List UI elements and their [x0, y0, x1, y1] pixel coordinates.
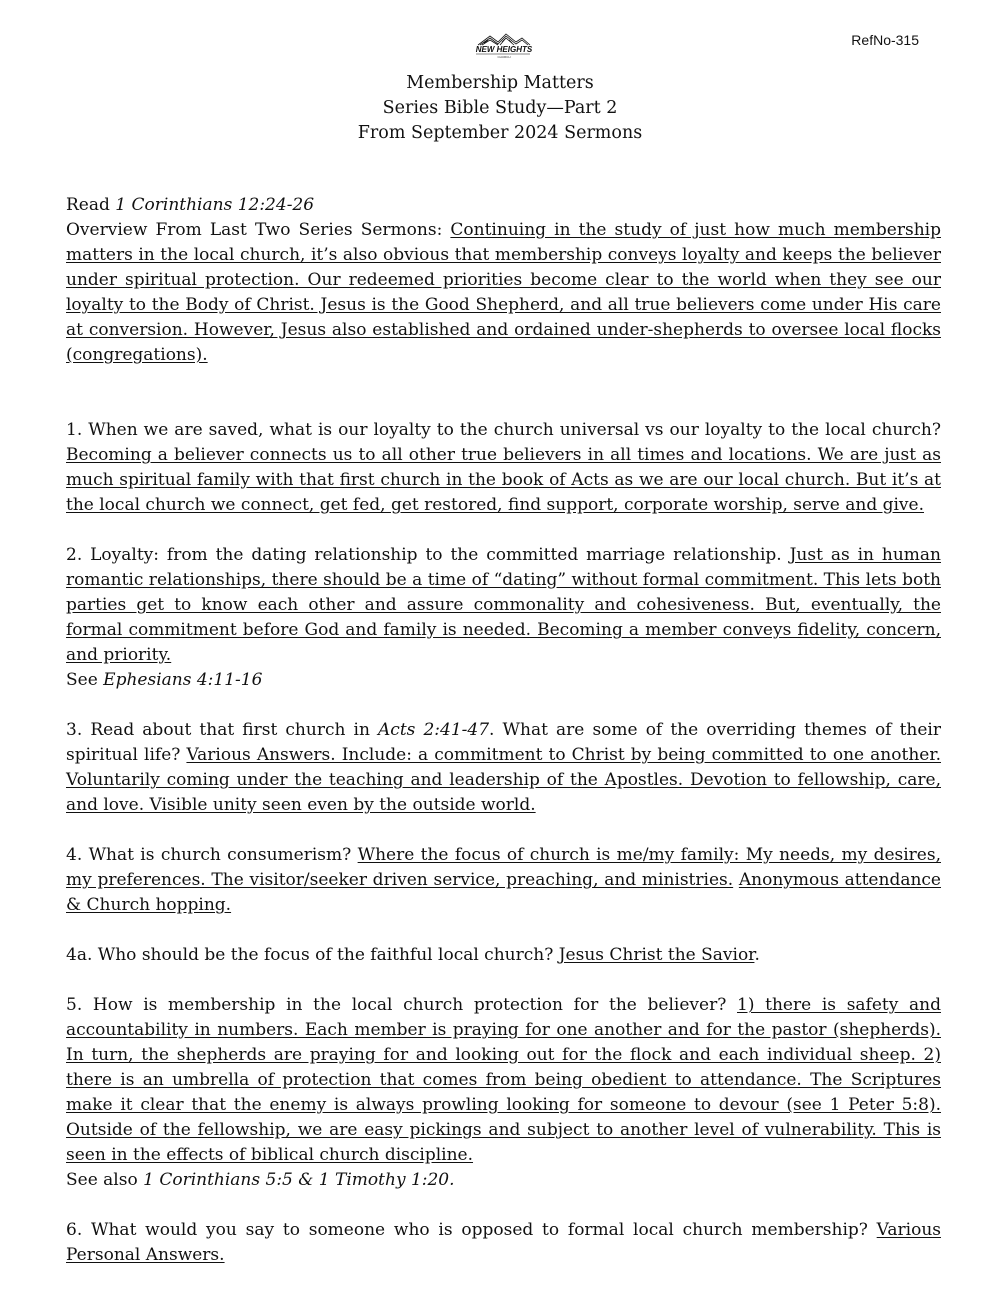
church-logo: [468, 32, 538, 64]
read-reference: 1 Corinthians 12:24-26: [115, 195, 315, 215]
question-3-prefix: 3. Read about that first church in: [66, 720, 379, 740]
question-6-answer: Various Personal Answers.: [66, 1220, 941, 1265]
logo-subtext: CHURCH: [497, 55, 511, 59]
see-also-reference: 1 Corinthians 5:5 & 1 Timothy 1:20.: [143, 1170, 455, 1190]
question-4a-period: .: [754, 945, 760, 965]
question-2-text: 2. Loyalty: from the dating relationship to the committed marriage relationship.: [66, 545, 790, 565]
document-header: [0, 71, 1000, 146]
question-4a: [66, 943, 941, 968]
question-3: [66, 718, 941, 818]
question-5-see: [66, 1168, 941, 1193]
question-4a-answer: Jesus Christ the Savior: [558, 945, 755, 965]
overview-paragraph: [66, 218, 941, 368]
question-3-reference: Acts 2:41-47: [378, 720, 490, 740]
study-content: [66, 193, 941, 1268]
title-line-1: Membership Matters: [406, 73, 594, 93]
question-5-answer: 1) there is safety and accountability in numbers. Each member is praying for one another and for the pastor (shepherds). In turn, the shepherds are praying for and looking out for the flock and each individual sheep. 2) there is an umbrella of protection that comes from being obedient to attendance. The Scriptures make it clear that the enemy is always prowling looking for someone to devour (see 1 Peter 5:8). Outside of the fellowship, we are easy pickings and subject to another level of vulnerability. This is seen in the effects of biblical church discipline.: [66, 995, 941, 1165]
overview-answer: Continuing in the study of just how much membership matters in the local church, it’s also obvious that membership conveys loyalty and keeps the believer under spiritual protection. Our redeemed priorities become clear to the world when they see our loyalty to the Body of Christ. Jesus is the Good Shepherd, and all true believers come under His care at conversion. However, Jesus also established and ordained under-shepherds to oversee local flocks (congregations).: [66, 220, 941, 365]
title-line-2: Series Bible Study—Part 2: [382, 98, 618, 118]
overview-label: Overview From Last Two Series Sermons:: [66, 220, 451, 240]
question-3-answer: Various Answers. Include: a commitment to Christ by being committed to one another. Voluntarily coming under the teaching and leadership of the Apostles. Devotion to fellowship, care, and love. Visible unity seen even by the outside world.: [66, 745, 941, 815]
see-reference: Ephesians 4:11-16: [103, 670, 263, 690]
see-label: See: [66, 670, 104, 690]
question-6-text: 6. What would you say to someone who is opposed to formal local church membership?: [66, 1220, 877, 1240]
question-5: [66, 993, 941, 1168]
see-also-label: See also: [66, 1170, 144, 1190]
question-4-answer-2: Anonymous attendance & Church hopping.: [66, 870, 941, 915]
question-1: [66, 418, 941, 518]
question-2: [66, 543, 941, 668]
reference-number: RefNo-315: [851, 32, 919, 48]
question-5-text: 5. How is membership in the local church protection for the believer?: [66, 995, 737, 1015]
question-1-answer: Becoming a believer connects us to all other true believers in all times and locations. We are just as much spiritual family with that first church in the book of Acts as we are our local church. But it’s at the local church we connect, get fed, get restored, find support, corporate worship, serve and give.: [66, 445, 941, 515]
question-4a-text: 4a. Who should be the focus of the faithful local church?: [66, 945, 559, 965]
question-3-text: . What are some of the overriding themes of their spiritual life?: [66, 720, 941, 765]
read-line: [66, 193, 941, 218]
read-label: Read: [66, 195, 116, 215]
question-4: [66, 843, 941, 918]
logo-wordmark: NEW HEIGHTS: [475, 45, 533, 54]
question-6: [66, 1218, 941, 1268]
title-line-3: From September 2024 Sermons: [357, 123, 643, 143]
question-4-text: 4. What is church consumerism?: [66, 845, 358, 865]
question-2-answer: Just as in human romantic relationships, there should be a time of “dating” without formal commitment. This lets both parties get to know each other and assure commonality and cohesiveness. But, eventually, the formal commitment before God and family is needed. Becoming a member conveys fidelity, concern, and priority.: [66, 545, 941, 665]
question-1-text: 1. When we are saved, what is our loyalty to the church universal vs our loyalty to the local church?: [66, 420, 941, 440]
question-4-answer: Where the focus of church is me/my family: My needs, my desires, my preferences. The visitor/seeker driven service, preaching, and ministries.: [66, 845, 941, 890]
question-2-see: [66, 668, 941, 693]
